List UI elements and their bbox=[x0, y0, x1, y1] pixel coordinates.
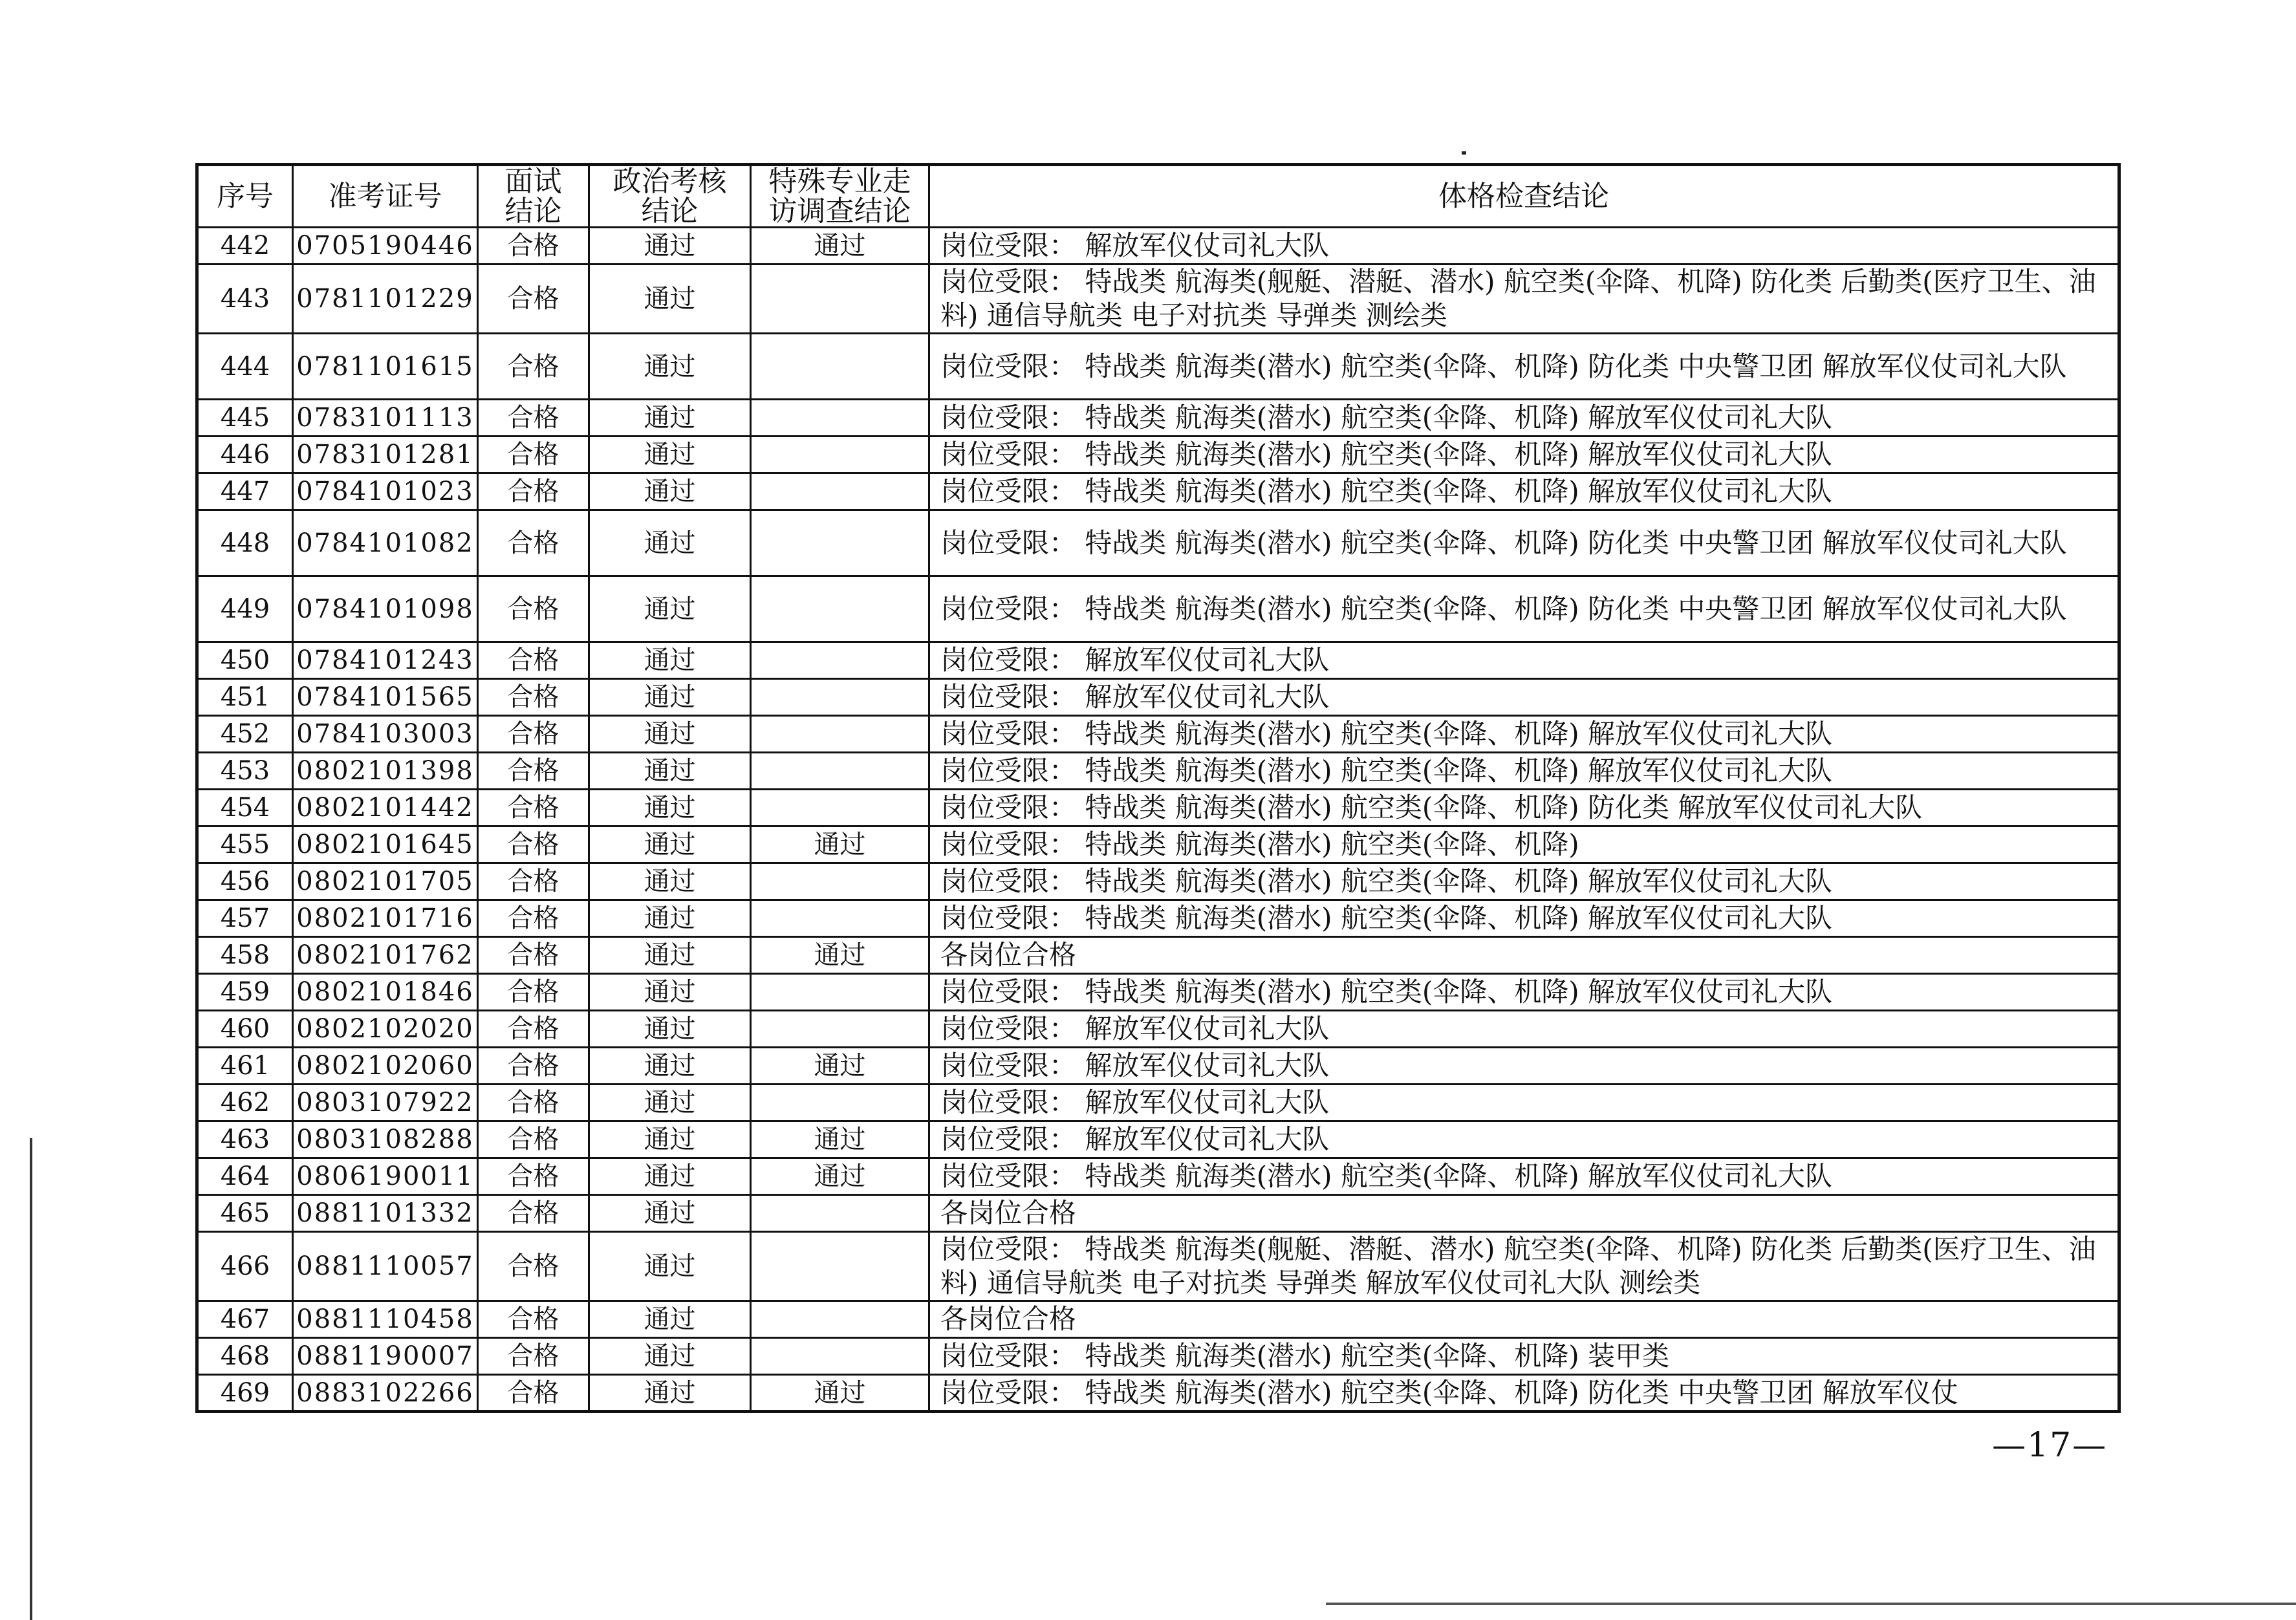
cell-interview: 合格 bbox=[478, 974, 589, 1011]
cell-seq: 463 bbox=[197, 1121, 293, 1158]
table-row bbox=[197, 1232, 2119, 1301]
table-row bbox=[197, 1011, 2119, 1048]
cell-political: 通过 bbox=[589, 576, 751, 642]
cell-special bbox=[751, 900, 929, 937]
cell-exam-no: 0802101645 bbox=[293, 826, 478, 863]
cell-physical: 岗位受限： 特战类 航海类(潜水) 航空类(伞降、机降) 防化类 中央警卫团 解放军仪仗司礼大队 bbox=[929, 334, 2119, 400]
cell-exam-no: 0803108288 bbox=[293, 1121, 478, 1158]
cell-special bbox=[751, 576, 929, 642]
cell-exam-no: 0802101398 bbox=[293, 753, 478, 790]
cell-seq: 447 bbox=[197, 473, 293, 510]
header-special-line1: 特殊专业走 bbox=[768, 164, 911, 198]
cell-special bbox=[751, 753, 929, 790]
cell-interview: 合格 bbox=[478, 1085, 589, 1121]
cell-political: 通过 bbox=[589, 937, 751, 974]
cell-exam-no: 0784101023 bbox=[293, 473, 478, 510]
table-row bbox=[197, 228, 2119, 265]
cell-political: 通过 bbox=[589, 510, 751, 576]
cell-physical: 岗位受限： 解放军仪仗司礼大队 bbox=[929, 1121, 2119, 1158]
table-row bbox=[197, 900, 2119, 937]
cell-physical: 岗位受限： 特战类 航海类(潜水) 航空类(伞降、机降) 防化类 中央警卫团 解放军仪仗司礼大队 bbox=[929, 576, 2119, 642]
cell-physical: 岗位受限： 解放军仪仗司礼大队 bbox=[929, 228, 2119, 265]
cell-special: 通过 bbox=[751, 826, 929, 863]
cell-physical: 岗位受限： 特战类 航海类(舰艇、潜艇、潜水) 航空类(伞降、机降) 防化类 后勤类(医疗卫生、油料) 通信导航类 电子对抗类 导弹类 解放军仪仗司礼大队 测绘类 bbox=[929, 1232, 2119, 1301]
cell-physical: 岗位受限： 解放军仪仗司礼大队 bbox=[929, 642, 2119, 679]
table-row bbox=[197, 1121, 2119, 1158]
cell-physical: 各岗位合格 bbox=[929, 1195, 2119, 1232]
scan-edge-line-bottom bbox=[1326, 1603, 2296, 1605]
cell-exam-no: 0705190446 bbox=[293, 228, 478, 265]
cell-interview: 合格 bbox=[478, 1301, 589, 1338]
cell-interview: 合格 bbox=[478, 1375, 589, 1412]
cell-exam-no: 0802102060 bbox=[293, 1048, 478, 1085]
cell-special: 通过 bbox=[751, 937, 929, 974]
cell-exam-no: 0881190007 bbox=[293, 1338, 478, 1375]
cell-political: 通过 bbox=[589, 863, 751, 900]
table-row bbox=[197, 974, 2119, 1011]
table-row bbox=[197, 1375, 2119, 1412]
cell-physical: 岗位受限： 特战类 航海类(潜水) 航空类(伞降、机降) 解放军仪仗司礼大队 bbox=[929, 473, 2119, 510]
cell-political: 通过 bbox=[589, 1011, 751, 1048]
cell-physical: 各岗位合格 bbox=[929, 1301, 2119, 1338]
cell-exam-no: 0806190011 bbox=[293, 1158, 478, 1195]
cell-special bbox=[751, 1301, 929, 1338]
cell-political: 通过 bbox=[589, 826, 751, 863]
cell-political: 通过 bbox=[589, 679, 751, 716]
cell-seq: 460 bbox=[197, 1011, 293, 1048]
cell-physical: 岗位受限： 特战类 航海类(潜水) 航空类(伞降、机降) 防化类 中央警卫团 解放军仪仗 bbox=[929, 1375, 2119, 1412]
cell-seq: 454 bbox=[197, 790, 293, 826]
cell-exam-no: 0881101332 bbox=[293, 1195, 478, 1232]
cell-interview: 合格 bbox=[478, 937, 589, 974]
cell-interview: 合格 bbox=[478, 863, 589, 900]
header-seq: 序号 bbox=[197, 165, 293, 228]
table-row bbox=[197, 642, 2119, 679]
cell-exam-no: 0881110057 bbox=[293, 1232, 478, 1301]
cell-exam-no: 0802101705 bbox=[293, 863, 478, 900]
cell-special bbox=[751, 510, 929, 576]
table-row bbox=[197, 437, 2119, 473]
cell-interview: 合格 bbox=[478, 679, 589, 716]
table-row bbox=[197, 1301, 2119, 1338]
cell-special bbox=[751, 334, 929, 400]
table-row bbox=[197, 1195, 2119, 1232]
cell-special bbox=[751, 790, 929, 826]
cell-special bbox=[751, 473, 929, 510]
cell-seq: 443 bbox=[197, 265, 293, 334]
cell-interview: 合格 bbox=[478, 1158, 589, 1195]
cell-special bbox=[751, 1338, 929, 1375]
cell-interview: 合格 bbox=[478, 473, 589, 510]
cell-exam-no: 0784101565 bbox=[293, 679, 478, 716]
cell-physical: 岗位受限： 特战类 航海类(潜水) 航空类(伞降、机降) 解放军仪仗司礼大队 bbox=[929, 900, 2119, 937]
cell-physical: 岗位受限： 特战类 航海类(潜水) 航空类(伞降、机降) 解放军仪仗司礼大队 bbox=[929, 400, 2119, 437]
cell-seq: 444 bbox=[197, 334, 293, 400]
cell-political: 通过 bbox=[589, 1338, 751, 1375]
cell-special bbox=[751, 863, 929, 900]
cell-seq: 451 bbox=[197, 679, 293, 716]
cell-physical: 岗位受限： 特战类 航海类(潜水) 航空类(伞降、机降) 防化类 中央警卫团 解放军仪仗司礼大队 bbox=[929, 510, 2119, 576]
table-row bbox=[197, 679, 2119, 716]
cell-seq: 461 bbox=[197, 1048, 293, 1085]
cell-seq: 459 bbox=[197, 974, 293, 1011]
header-interview-line1: 面试 bbox=[504, 164, 562, 198]
cell-interview: 合格 bbox=[478, 826, 589, 863]
page-number: —17— bbox=[1992, 1426, 2108, 1465]
cell-seq: 466 bbox=[197, 1232, 293, 1301]
cell-exam-no: 0802101442 bbox=[293, 790, 478, 826]
cell-interview: 合格 bbox=[478, 510, 589, 576]
cell-interview: 合格 bbox=[478, 790, 589, 826]
table-row bbox=[197, 1158, 2119, 1195]
cell-interview: 合格 bbox=[478, 1121, 589, 1158]
cell-seq: 462 bbox=[197, 1085, 293, 1121]
cell-exam-no: 0803107922 bbox=[293, 1085, 478, 1121]
cell-physical: 岗位受限： 特战类 航海类(潜水) 航空类(伞降、机降) 解放军仪仗司礼大队 bbox=[929, 974, 2119, 1011]
cell-interview: 合格 bbox=[478, 334, 589, 400]
table-row bbox=[197, 1048, 2119, 1085]
cell-interview: 合格 bbox=[478, 265, 589, 334]
cell-exam-no: 0784101082 bbox=[293, 510, 478, 576]
cell-seq: 453 bbox=[197, 753, 293, 790]
table-row bbox=[197, 826, 2119, 863]
cell-interview: 合格 bbox=[478, 900, 589, 937]
cell-physical: 岗位受限： 解放军仪仗司礼大队 bbox=[929, 1048, 2119, 1085]
cell-exam-no: 0881110458 bbox=[293, 1301, 478, 1338]
cell-interview: 合格 bbox=[478, 642, 589, 679]
cell-physical: 岗位受限： 特战类 航海类(潜水) 航空类(伞降、机降) 解放军仪仗司礼大队 bbox=[929, 753, 2119, 790]
cell-seq: 457 bbox=[197, 900, 293, 937]
header-political bbox=[589, 165, 751, 228]
cell-interview: 合格 bbox=[478, 1338, 589, 1375]
table-row bbox=[197, 790, 2119, 826]
cell-seq: 442 bbox=[197, 228, 293, 265]
cell-special bbox=[751, 437, 929, 473]
table-row bbox=[197, 863, 2119, 900]
cell-physical: 各岗位合格 bbox=[929, 937, 2119, 974]
cell-political: 通过 bbox=[589, 1048, 751, 1085]
cell-special bbox=[751, 1195, 929, 1232]
cell-special bbox=[751, 642, 929, 679]
table-row bbox=[197, 473, 2119, 510]
cell-exam-no: 0781101615 bbox=[293, 334, 478, 400]
cell-physical: 岗位受限： 特战类 航海类(舰艇、潜艇、潜水) 航空类(伞降、机降) 防化类 后勤类(医疗卫生、油料) 通信导航类 电子对抗类 导弹类 测绘类 bbox=[929, 265, 2119, 334]
table-row bbox=[197, 937, 2119, 974]
cell-political: 通过 bbox=[589, 1301, 751, 1338]
cell-special bbox=[751, 1085, 929, 1121]
table-row bbox=[197, 753, 2119, 790]
cell-interview: 合格 bbox=[478, 1048, 589, 1085]
cell-exam-no: 0784101098 bbox=[293, 576, 478, 642]
results-table bbox=[195, 163, 2121, 1413]
cell-exam-no: 0883102266 bbox=[293, 1375, 478, 1412]
cell-seq: 458 bbox=[197, 937, 293, 974]
table-row bbox=[197, 334, 2119, 400]
cell-political: 通过 bbox=[589, 1195, 751, 1232]
cell-political: 通过 bbox=[589, 437, 751, 473]
cell-seq: 465 bbox=[197, 1195, 293, 1232]
header-row bbox=[197, 165, 2119, 228]
cell-political: 通过 bbox=[589, 1085, 751, 1121]
header-political-line1: 政治考核 bbox=[612, 164, 727, 198]
cell-political: 通过 bbox=[589, 790, 751, 826]
cell-physical: 岗位受限： 解放军仪仗司礼大队 bbox=[929, 679, 2119, 716]
cell-special bbox=[751, 400, 929, 437]
cell-physical: 岗位受限： 特战类 航海类(潜水) 航空类(伞降、机降) 解放军仪仗司礼大队 bbox=[929, 863, 2119, 900]
cell-interview: 合格 bbox=[478, 437, 589, 473]
cell-special bbox=[751, 265, 929, 334]
table-row bbox=[197, 400, 2119, 437]
cell-political: 通过 bbox=[589, 1121, 751, 1158]
cell-seq: 456 bbox=[197, 863, 293, 900]
cell-seq: 467 bbox=[197, 1301, 293, 1338]
cell-special bbox=[751, 716, 929, 753]
cell-exam-no: 0781101229 bbox=[293, 265, 478, 334]
header-physical: 体格检查结论 bbox=[929, 165, 2119, 228]
cell-interview: 合格 bbox=[478, 1195, 589, 1232]
cell-political: 通过 bbox=[589, 1232, 751, 1301]
cell-seq: 446 bbox=[197, 437, 293, 473]
cell-political: 通过 bbox=[589, 716, 751, 753]
cell-political: 通过 bbox=[589, 900, 751, 937]
cell-political: 通过 bbox=[589, 228, 751, 265]
cell-political: 通过 bbox=[589, 400, 751, 437]
cell-interview: 合格 bbox=[478, 576, 589, 642]
cell-seq: 445 bbox=[197, 400, 293, 437]
cell-special: 通过 bbox=[751, 1121, 929, 1158]
cell-exam-no: 0784103003 bbox=[293, 716, 478, 753]
cell-physical: 岗位受限： 特战类 航海类(潜水) 航空类(伞降、机降) 解放军仪仗司礼大队 bbox=[929, 1158, 2119, 1195]
cell-political: 通过 bbox=[589, 1375, 751, 1412]
cell-physical: 岗位受限： 特战类 航海类(潜水) 航空类(伞降、机降) 防化类 解放军仪仗司礼大队 bbox=[929, 790, 2119, 826]
table-body bbox=[197, 228, 2119, 1412]
cell-political: 通过 bbox=[589, 642, 751, 679]
header-interview bbox=[478, 165, 589, 228]
cell-special bbox=[751, 1232, 929, 1301]
cell-exam-no: 0802101716 bbox=[293, 900, 478, 937]
cell-exam-no: 0802101762 bbox=[293, 937, 478, 974]
cell-physical: 岗位受限： 特战类 航海类(潜水) 航空类(伞降、机降) 解放军仪仗司礼大队 bbox=[929, 437, 2119, 473]
cell-special: 通过 bbox=[751, 228, 929, 265]
cell-political: 通过 bbox=[589, 473, 751, 510]
scan-speck bbox=[1462, 151, 1466, 155]
table-row bbox=[197, 1085, 2119, 1121]
table-row bbox=[197, 576, 2119, 642]
cell-special bbox=[751, 679, 929, 716]
header-political-line2: 结论 bbox=[641, 194, 699, 228]
cell-physical: 岗位受限： 特战类 航海类(潜水) 航空类(伞降、机降) 解放军仪仗司礼大队 bbox=[929, 716, 2119, 753]
cell-exam-no: 0784101243 bbox=[293, 642, 478, 679]
cell-special: 通过 bbox=[751, 1375, 929, 1412]
cell-exam-no: 0783101281 bbox=[293, 437, 478, 473]
cell-political: 通过 bbox=[589, 753, 751, 790]
cell-seq: 450 bbox=[197, 642, 293, 679]
cell-political: 通过 bbox=[589, 265, 751, 334]
cell-exam-no: 0802101846 bbox=[293, 974, 478, 1011]
cell-interview: 合格 bbox=[478, 753, 589, 790]
cell-seq: 452 bbox=[197, 716, 293, 753]
cell-physical: 岗位受限： 解放军仪仗司礼大队 bbox=[929, 1011, 2119, 1048]
cell-special bbox=[751, 1011, 929, 1048]
cell-interview: 合格 bbox=[478, 228, 589, 265]
cell-interview: 合格 bbox=[478, 1232, 589, 1301]
cell-seq: 448 bbox=[197, 510, 293, 576]
cell-seq: 464 bbox=[197, 1158, 293, 1195]
header-special-line2: 访调查结论 bbox=[768, 194, 911, 228]
cell-exam-no: 0802102020 bbox=[293, 1011, 478, 1048]
cell-seq: 449 bbox=[197, 576, 293, 642]
cell-interview: 合格 bbox=[478, 716, 589, 753]
cell-special: 通过 bbox=[751, 1158, 929, 1195]
header-interview-line2: 结论 bbox=[504, 194, 562, 228]
cell-special bbox=[751, 974, 929, 1011]
table-row bbox=[197, 510, 2119, 576]
cell-special: 通过 bbox=[751, 1048, 929, 1085]
table-row bbox=[197, 265, 2119, 334]
scan-edge-line-left bbox=[30, 1138, 32, 1620]
cell-physical: 岗位受限： 特战类 航海类(潜水) 航空类(伞降、机降) bbox=[929, 826, 2119, 863]
cell-political: 通过 bbox=[589, 334, 751, 400]
cell-political: 通过 bbox=[589, 1158, 751, 1195]
cell-interview: 合格 bbox=[478, 1011, 589, 1048]
cell-physical: 岗位受限： 特战类 航海类(潜水) 航空类(伞降、机降) 装甲类 bbox=[929, 1338, 2119, 1375]
header-exam-no: 准考证号 bbox=[293, 165, 478, 228]
header-special bbox=[751, 165, 929, 228]
cell-seq: 455 bbox=[197, 826, 293, 863]
cell-seq: 469 bbox=[197, 1375, 293, 1412]
cell-exam-no: 0783101113 bbox=[293, 400, 478, 437]
cell-physical: 岗位受限： 解放军仪仗司礼大队 bbox=[929, 1085, 2119, 1121]
table-row bbox=[197, 1338, 2119, 1375]
cell-interview: 合格 bbox=[478, 400, 589, 437]
table-row bbox=[197, 716, 2119, 753]
cell-seq: 468 bbox=[197, 1338, 293, 1375]
cell-political: 通过 bbox=[589, 974, 751, 1011]
